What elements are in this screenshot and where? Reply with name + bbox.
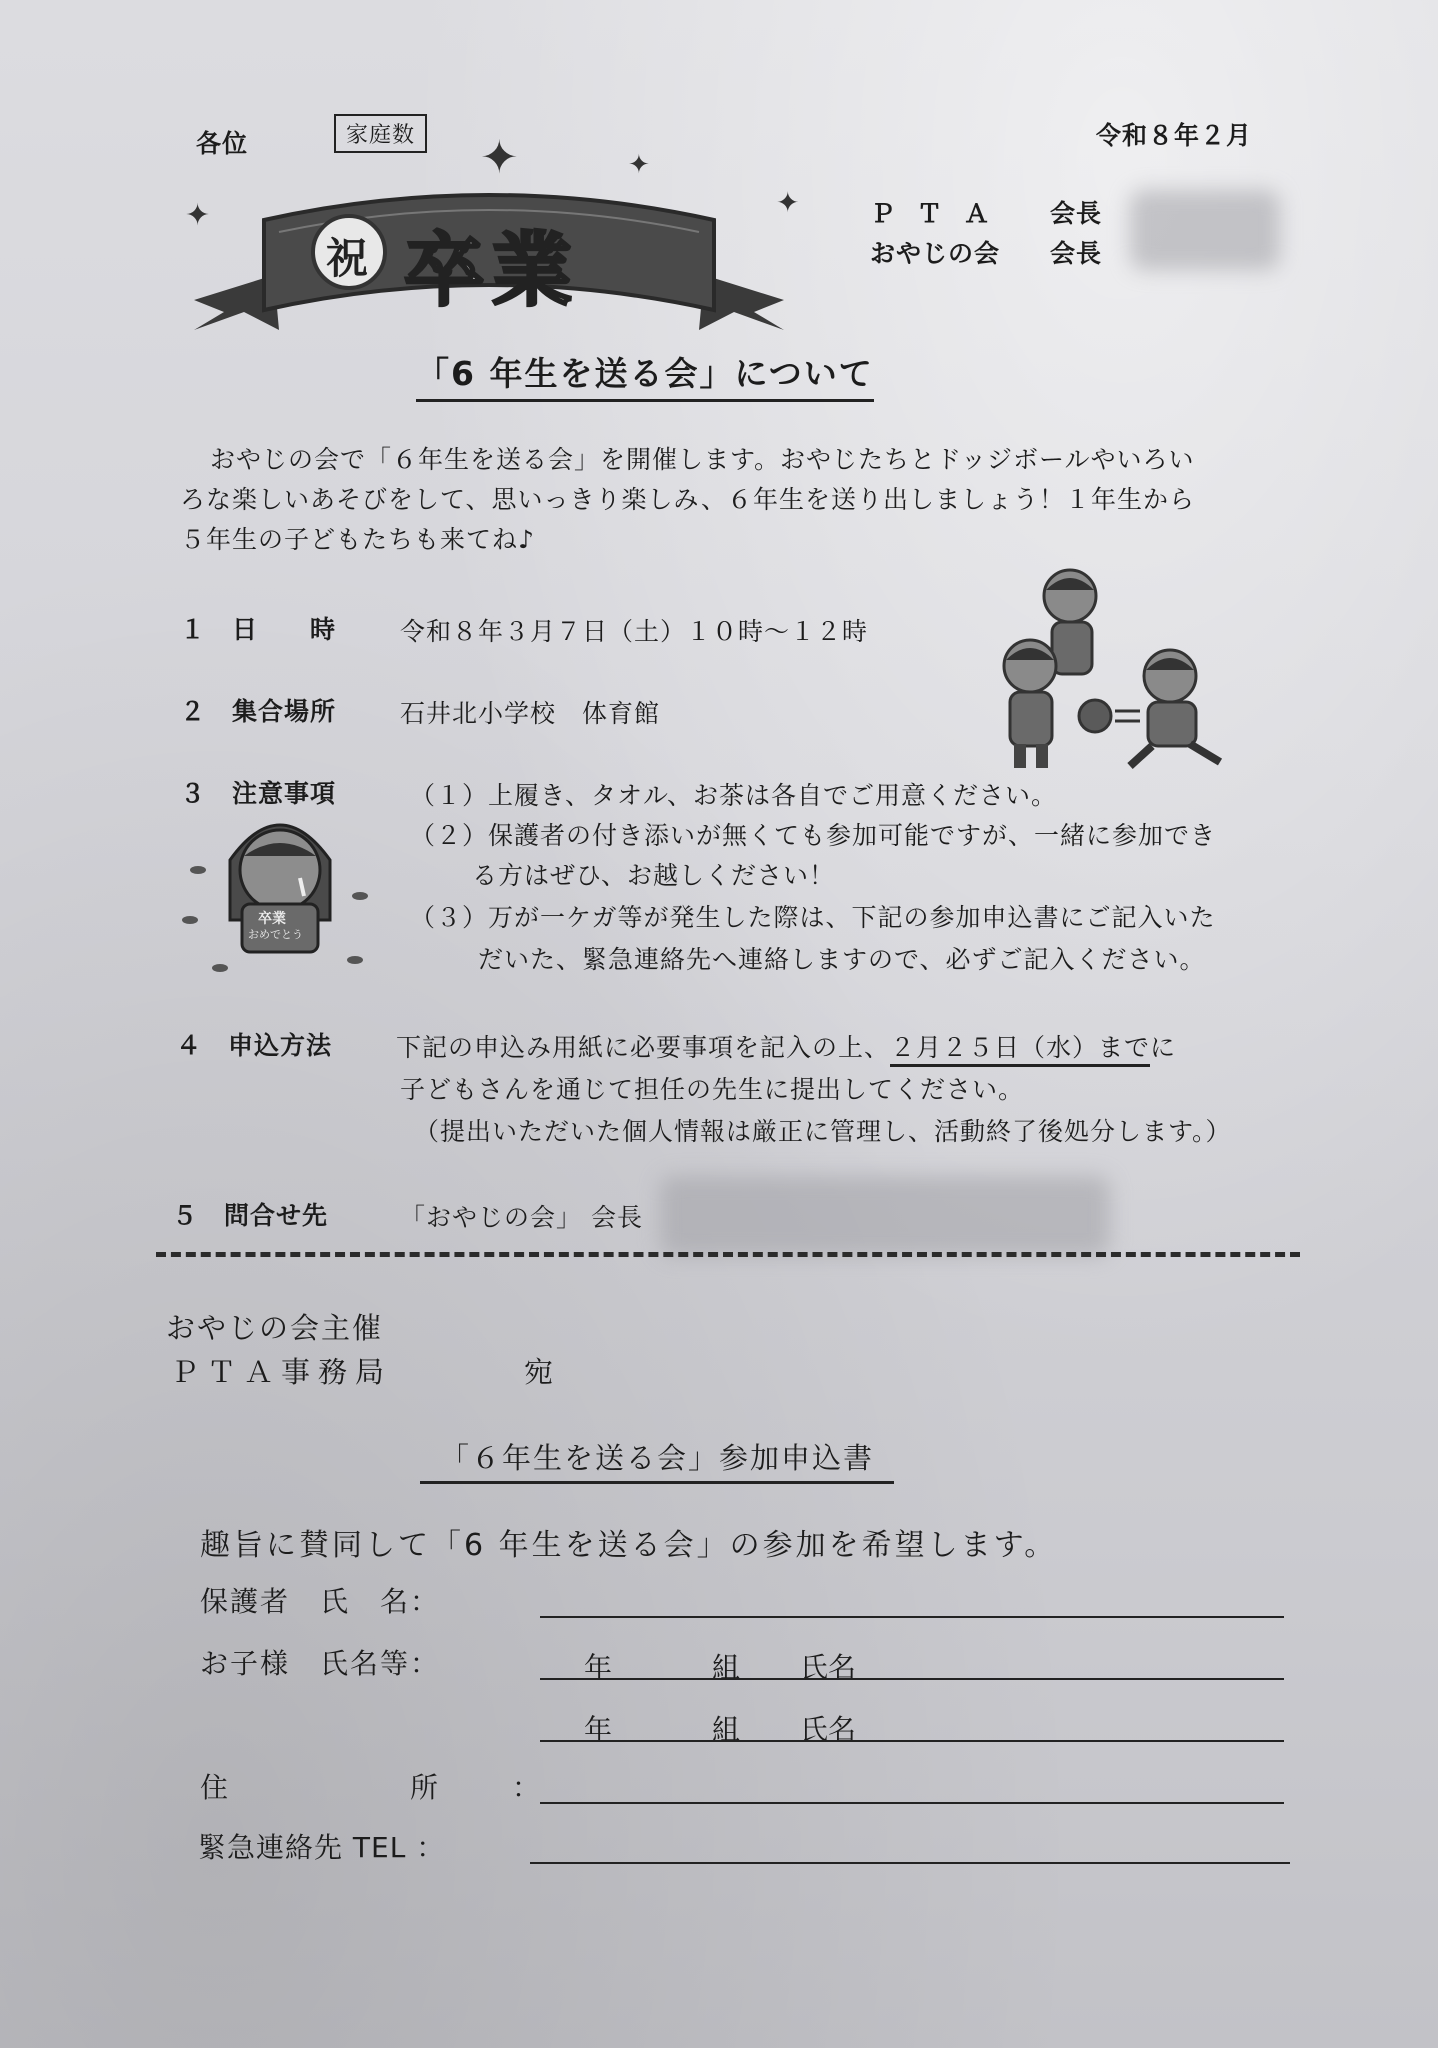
child-2-input[interactable] bbox=[540, 1740, 1284, 1742]
guardian-name-label: 保護者 氏 名： bbox=[200, 1585, 441, 1618]
item-notes-number: ３ bbox=[180, 779, 207, 808]
sparkle-icon: ✦ bbox=[628, 150, 650, 180]
apply-deadline: ２月２５日（水）まで bbox=[890, 1033, 1150, 1067]
child-2-grade-label: 年 bbox=[584, 1713, 613, 1746]
notes-line-1: （１）上履き、タオル、お茶は各自でご用意ください。 bbox=[410, 781, 1058, 810]
issue-date: 令和８年２月 bbox=[1096, 121, 1253, 150]
guardian-name-input[interactable] bbox=[540, 1616, 1284, 1618]
item-date-value: 令和８年３月７日（土）１０時～１２時 bbox=[400, 617, 869, 646]
redacted-names bbox=[1130, 190, 1280, 270]
dodgeball-illustration bbox=[990, 566, 1240, 776]
item-contact-label: 問合せ先 bbox=[224, 1201, 329, 1230]
intro-line-2: ろな楽しいあそびをして、思いっきり楽しみ、６年生を送り出しましょう！１年生から bbox=[180, 485, 1196, 514]
notes-line-2: （２）保護者の付き添いが無くても参加可能ですが、一緒に参加でき bbox=[410, 821, 1217, 850]
banner-circle-char: 祝 bbox=[326, 234, 369, 283]
page-title-text: 「6 年生を送る会」について bbox=[416, 354, 874, 402]
household-count-box: 家庭数 bbox=[334, 114, 427, 153]
form-statement: 趣旨に賛同して「6 年生を送る会」の参加を希望します。 bbox=[200, 1528, 1058, 1563]
form-organizer: おやじの会主催 bbox=[166, 1311, 384, 1345]
redacted-contact bbox=[660, 1176, 1110, 1256]
item-notes-label: 注意事項 bbox=[232, 779, 337, 808]
sender-org-1: ＰＴＡ bbox=[870, 199, 1012, 228]
sparkle-icon: ✦ bbox=[185, 198, 211, 233]
sparkle-icon: ✦ bbox=[776, 186, 800, 219]
child-2-name-label: 氏名 bbox=[800, 1713, 857, 1746]
cut-line-divider bbox=[156, 1252, 1300, 1257]
intro-line-3: ５年生の子どもたちも来てね♪ bbox=[180, 525, 535, 554]
sender-role-2: 会長 bbox=[1050, 239, 1103, 268]
apply-line-2: 子どもさんを通じて担任の先生に提出してください。 bbox=[400, 1075, 1025, 1104]
notes-line-5: だいた、緊急連絡先へ連絡しますので、必ずご記入ください。 bbox=[478, 945, 1206, 974]
item-contact-value: 「おやじの会」 会長 bbox=[400, 1203, 643, 1232]
item-date-label: 日 時 bbox=[232, 615, 337, 644]
apply-line-1-post: に bbox=[1150, 1033, 1177, 1062]
apply-line-1 bbox=[396, 1028, 1176, 1064]
child-1-input[interactable] bbox=[540, 1678, 1284, 1680]
child-1-grade-label: 年 bbox=[584, 1651, 613, 1684]
apply-line-3: （提出いただいた個人情報は厳正に管理し、活動終了後処分します。） bbox=[414, 1117, 1232, 1146]
item-place-number: ２ bbox=[180, 697, 207, 726]
item-apply-number: ４ bbox=[176, 1031, 203, 1060]
child-1-name-label: 氏名 bbox=[800, 1651, 857, 1684]
sign-text-2: おめでとう bbox=[248, 928, 303, 941]
crying-girl-icon bbox=[180, 800, 380, 980]
apply-line-1-pre: 下記の申込み用紙に必要事項を記入の上、 bbox=[396, 1033, 891, 1062]
graduation-banner bbox=[184, 180, 794, 340]
page-title bbox=[416, 348, 874, 399]
child-1-class-label: 組 bbox=[712, 1651, 741, 1684]
item-place-label: 集合場所 bbox=[232, 697, 337, 726]
sparkle-icon: ✦ bbox=[480, 130, 519, 184]
child-2-class-label: 組 bbox=[712, 1713, 741, 1746]
intro-line-1: おやじの会で「６年生を送る会」を開催します。おやじたちとドッジボールやいろい bbox=[210, 445, 1195, 474]
form-title-text: 「６年生を送る会」参加申込書 bbox=[420, 1441, 894, 1484]
address-label-colon: ： bbox=[512, 1771, 541, 1804]
child-info-label: お子様 氏名等： bbox=[200, 1647, 441, 1680]
address-input[interactable] bbox=[540, 1802, 1284, 1804]
sign-text-1: 卒業 bbox=[258, 911, 286, 927]
item-apply-label: 申込方法 bbox=[228, 1031, 333, 1060]
item-contact-number: ５ bbox=[172, 1201, 199, 1230]
banner-text: 卒業 bbox=[404, 224, 580, 317]
notes-line-3: る方はぜひ、お越しください！ bbox=[472, 861, 836, 890]
sender-org-2: おやじの会 bbox=[870, 239, 1001, 268]
form-addressee-org: ＰＴＡ事務局 bbox=[170, 1355, 393, 1389]
item-date-number: １ bbox=[180, 615, 207, 644]
address-label-2: 所 bbox=[410, 1771, 439, 1804]
dodgeball-players-icon bbox=[990, 566, 1240, 776]
emergency-tel-input[interactable] bbox=[530, 1862, 1290, 1864]
sender-role-1: 会長 bbox=[1050, 199, 1103, 228]
emergency-tel-label: 緊急連絡先 TEL ： bbox=[198, 1831, 446, 1864]
form-addressee-suffix: 宛 bbox=[524, 1355, 554, 1389]
graduation-girl-illustration bbox=[180, 800, 380, 980]
form-title bbox=[420, 1436, 894, 1477]
address-label-1: 住 bbox=[200, 1771, 229, 1804]
recipients-label: 各位 bbox=[196, 129, 249, 158]
notes-line-4: （３）万が一ケガ等が発生した際は、下記の参加申込書にご記入いた bbox=[410, 903, 1216, 932]
item-place-value: 石井北小学校 体育館 bbox=[400, 699, 661, 728]
